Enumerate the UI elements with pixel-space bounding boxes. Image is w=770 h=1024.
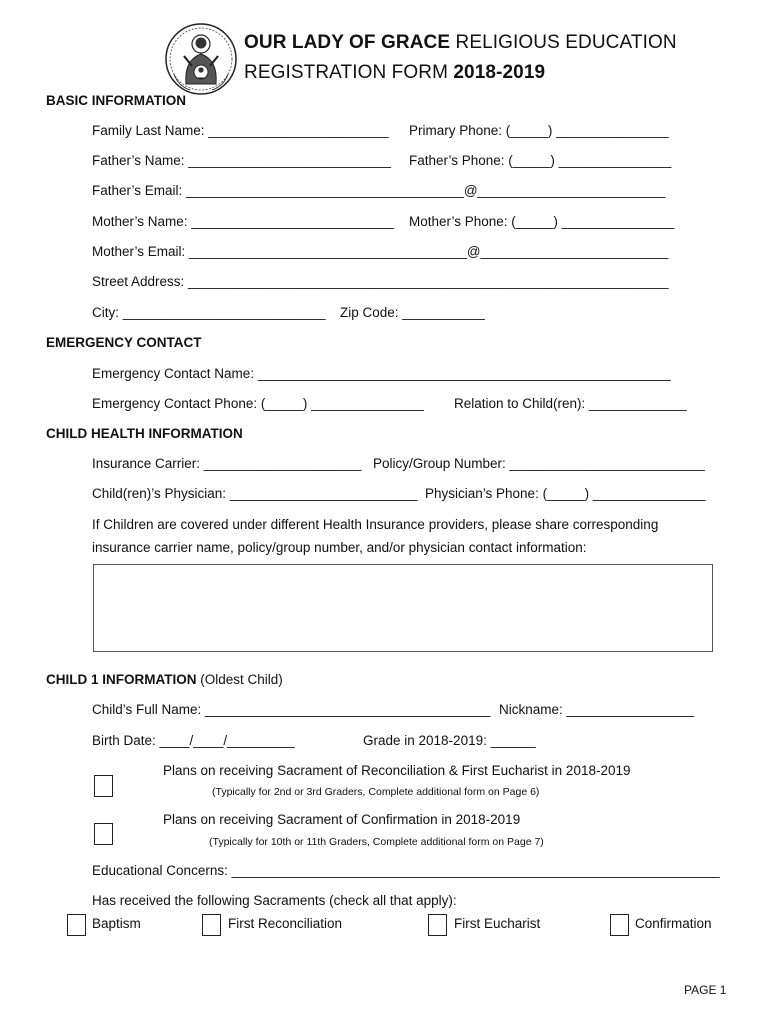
grade-field[interactable]: Grade in 2018-2019: ______ (363, 733, 536, 748)
relation-to-children-field[interactable]: Relation to Child(ren): _____________ (454, 396, 687, 411)
primary-phone-field[interactable]: Primary Phone: (_____) _______________ (409, 123, 669, 138)
zip-code-field[interactable]: Zip Code: ___________ (340, 305, 485, 320)
physician-phone-field[interactable]: Physician’s Phone: (_____) _______________ (425, 486, 706, 501)
parish-name: OUR LADY OF GRACE (244, 32, 451, 53)
form-title-line2 (244, 62, 545, 84)
child-full-name-field[interactable]: Child’s Full Name: ______________________________________ (92, 702, 491, 717)
nickname-field[interactable]: Nickname: _________________ (499, 702, 695, 717)
form-title-line1 (244, 32, 677, 54)
emergency-contact-phone-field[interactable]: Emergency Contact Phone: (_____) _______________ (92, 396, 424, 411)
first-eucharist-checkbox[interactable] (428, 914, 447, 936)
child1-heading: CHILD 1 INFORMATION (46, 672, 197, 687)
insurance-carrier-field[interactable]: Insurance Carrier: _____________________ (92, 456, 362, 471)
confirmation-plan-label: Plans on receiving Sacrament of Confirmation in 2018-2019 (163, 812, 521, 827)
family-last-name-field[interactable]: Family Last Name: ________________________ (92, 123, 389, 138)
confirmation-label: Confirmation (635, 916, 712, 931)
physician-field[interactable]: Child(ren)’s Physician: _________________________ (92, 486, 418, 501)
sacraments-prompt: Has received the following Sacraments (check all that apply): (92, 893, 457, 908)
emergency-contact-name-field[interactable]: Emergency Contact Name: _______________________________________________________ (92, 366, 671, 381)
birth-date-field[interactable]: Birth Date: ____/____/_________ (92, 733, 295, 748)
reconciliation-plan-hint: (Typically for 2nd or 3rd Graders, Complete additional form on Page 6) (212, 786, 540, 798)
reconciliation-plan-checkbox[interactable] (94, 775, 113, 797)
educational-concerns-field[interactable]: Educational Concerns: _________________________________________________________________ (92, 863, 720, 878)
health-insurance-notes-box[interactable] (93, 564, 713, 652)
page-number: PAGE 1 (684, 983, 727, 997)
fathers-name-field[interactable]: Father’s Name: ___________________________ (92, 153, 392, 168)
section-basic-information: BASIC INFORMATION (46, 93, 186, 108)
mothers-email-field[interactable]: Mother’s Email: _____________________________________@_________________________ (92, 244, 669, 259)
reconciliation-plan-label: Plans on receiving Sacrament of Reconciliation & First Eucharist in 2018-2019 (163, 763, 631, 778)
confirmation-plan-checkbox[interactable] (94, 823, 113, 845)
baptism-checkbox[interactable] (67, 914, 86, 936)
fathers-phone-field[interactable]: Father’s Phone: (_____) _______________ (409, 153, 672, 168)
section-emergency-contact: EMERGENCY CONTACT (46, 335, 202, 350)
fathers-email-field[interactable]: Father’s Email: _____________________________________@_________________________ (92, 183, 666, 198)
first-eucharist-label: First Eucharist (454, 916, 541, 931)
first-reconciliation-label: First Reconciliation (228, 916, 343, 931)
title-rest: RELIGIOUS EDUCATION (450, 32, 677, 53)
school-year: 2018-2019 (453, 62, 546, 83)
baptism-label: Baptism (92, 916, 141, 931)
street-address-field[interactable]: Street Address: ________________________________________________________________ (92, 274, 669, 289)
health-note-line2: insurance carrier name, policy/group number, and/or physician contact information: (92, 540, 587, 555)
mothers-name-field[interactable]: Mother’s Name: ___________________________ (92, 214, 395, 229)
mothers-phone-field[interactable]: Mother’s Phone: (_____) _______________ (409, 214, 675, 229)
confirmation-checkbox[interactable] (610, 914, 629, 936)
section-child1-information (46, 672, 283, 687)
city-field[interactable]: City: ___________________________ (92, 305, 326, 320)
policy-group-number-field[interactable]: Policy/Group Number: __________________________ (373, 456, 705, 471)
health-note-line1: If Children are covered under different Health Insurance providers, please share corresponding (92, 517, 659, 532)
first-reconciliation-checkbox[interactable] (202, 914, 221, 936)
confirmation-plan-hint: (Typically for 10th or 11th Graders, Complete additional form on Page 7) (209, 836, 544, 848)
section-child-health-information: CHILD HEALTH INFORMATION (46, 426, 243, 441)
child1-heading-note: (Oldest Child) (196, 672, 283, 687)
title2-plain: REGISTRATION FORM (244, 62, 454, 83)
parish-logo-icon (164, 22, 238, 96)
